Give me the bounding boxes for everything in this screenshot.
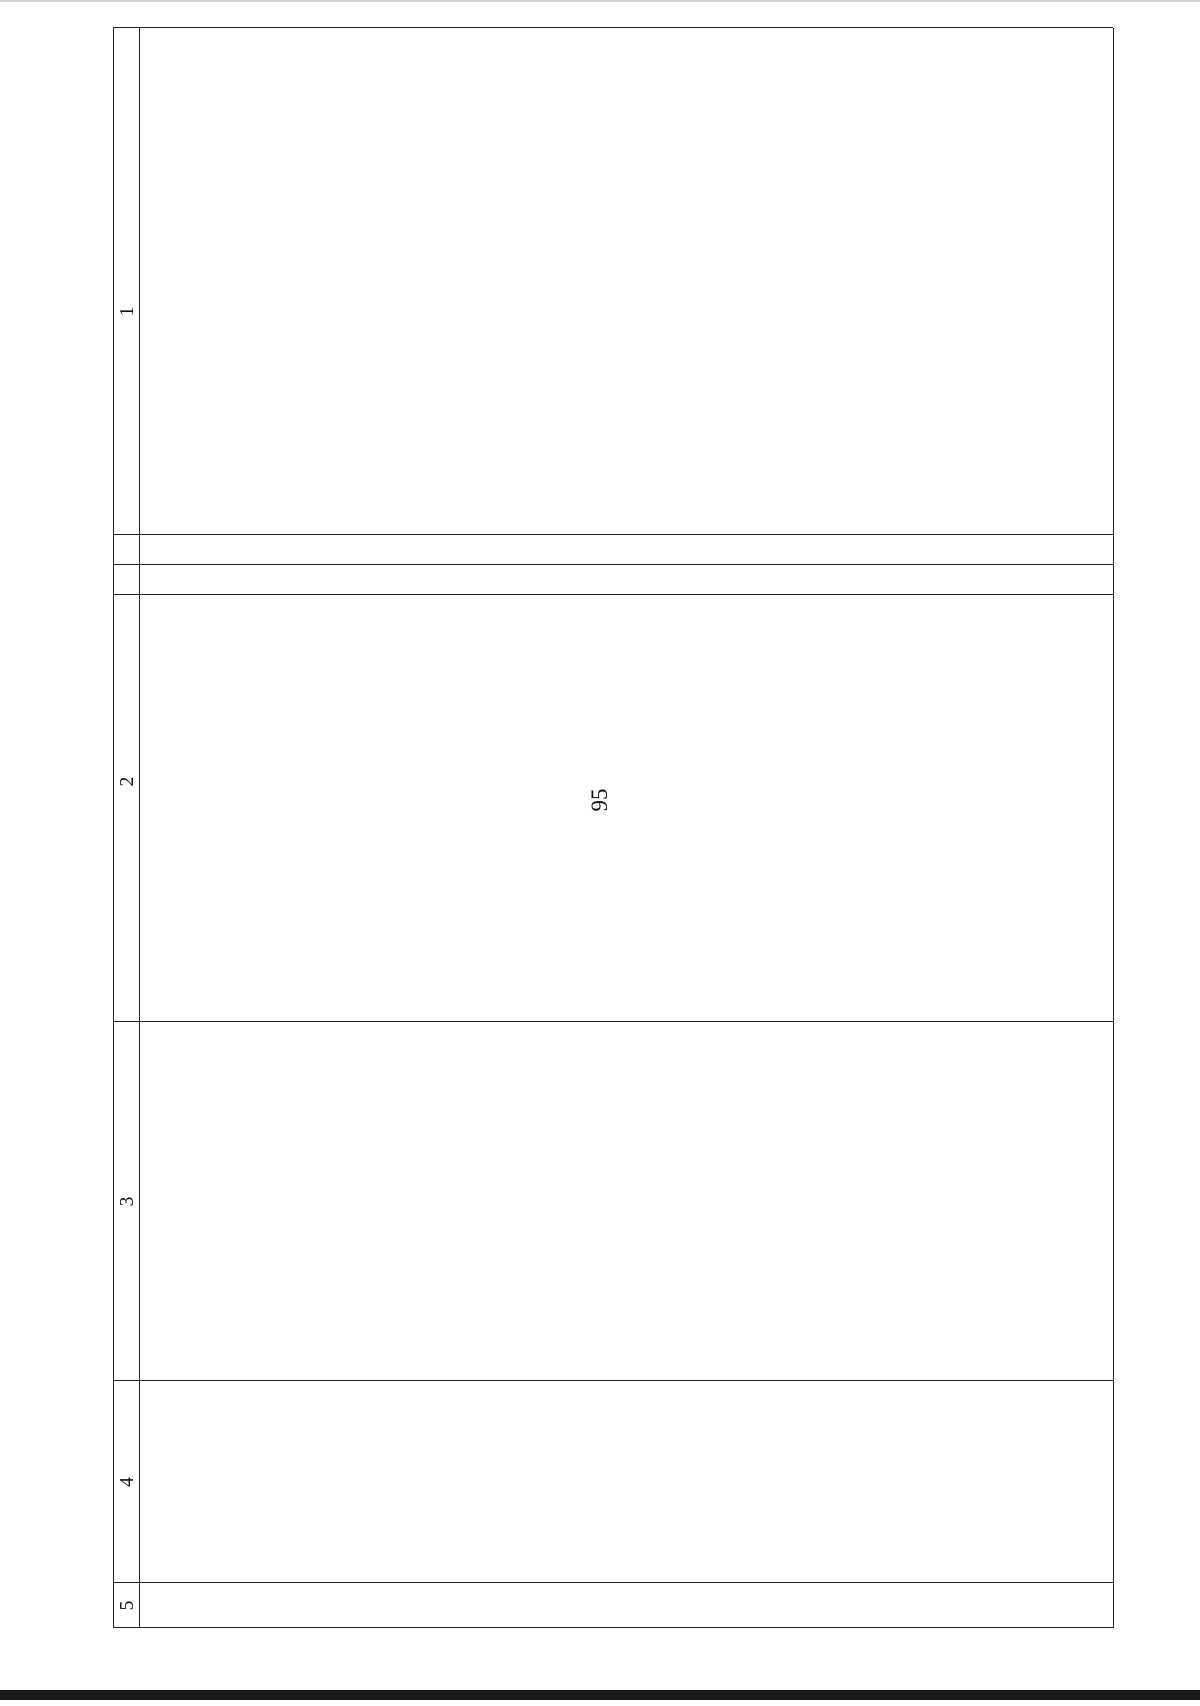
page-number: 95 bbox=[587, 788, 612, 812]
section-bottom-divider bbox=[113, 534, 1113, 535]
table-border-bottom bbox=[1113, 28, 1114, 1628]
col2-divider bbox=[113, 1380, 1113, 1381]
header-col3: 3 bbox=[117, 1196, 138, 1207]
table-border-right bbox=[113, 27, 1113, 28]
scan-bottom-bar bbox=[0, 1690, 1200, 1700]
header-col5: 5 bbox=[117, 1600, 138, 1611]
header-col1: 1 bbox=[117, 306, 138, 317]
col1-divider bbox=[113, 1582, 1113, 1583]
header-col4: 4 bbox=[117, 1477, 138, 1487]
header-row-divider bbox=[139, 28, 140, 1628]
table-border-left bbox=[113, 1627, 1113, 1628]
document-table bbox=[113, 28, 1113, 1628]
col4-divider bbox=[113, 594, 1113, 595]
header-col2: 2 bbox=[117, 776, 138, 787]
col3-divider bbox=[113, 1021, 1113, 1022]
section-top-divider bbox=[113, 564, 1113, 565]
scan-top-edge bbox=[0, 0, 1200, 2]
